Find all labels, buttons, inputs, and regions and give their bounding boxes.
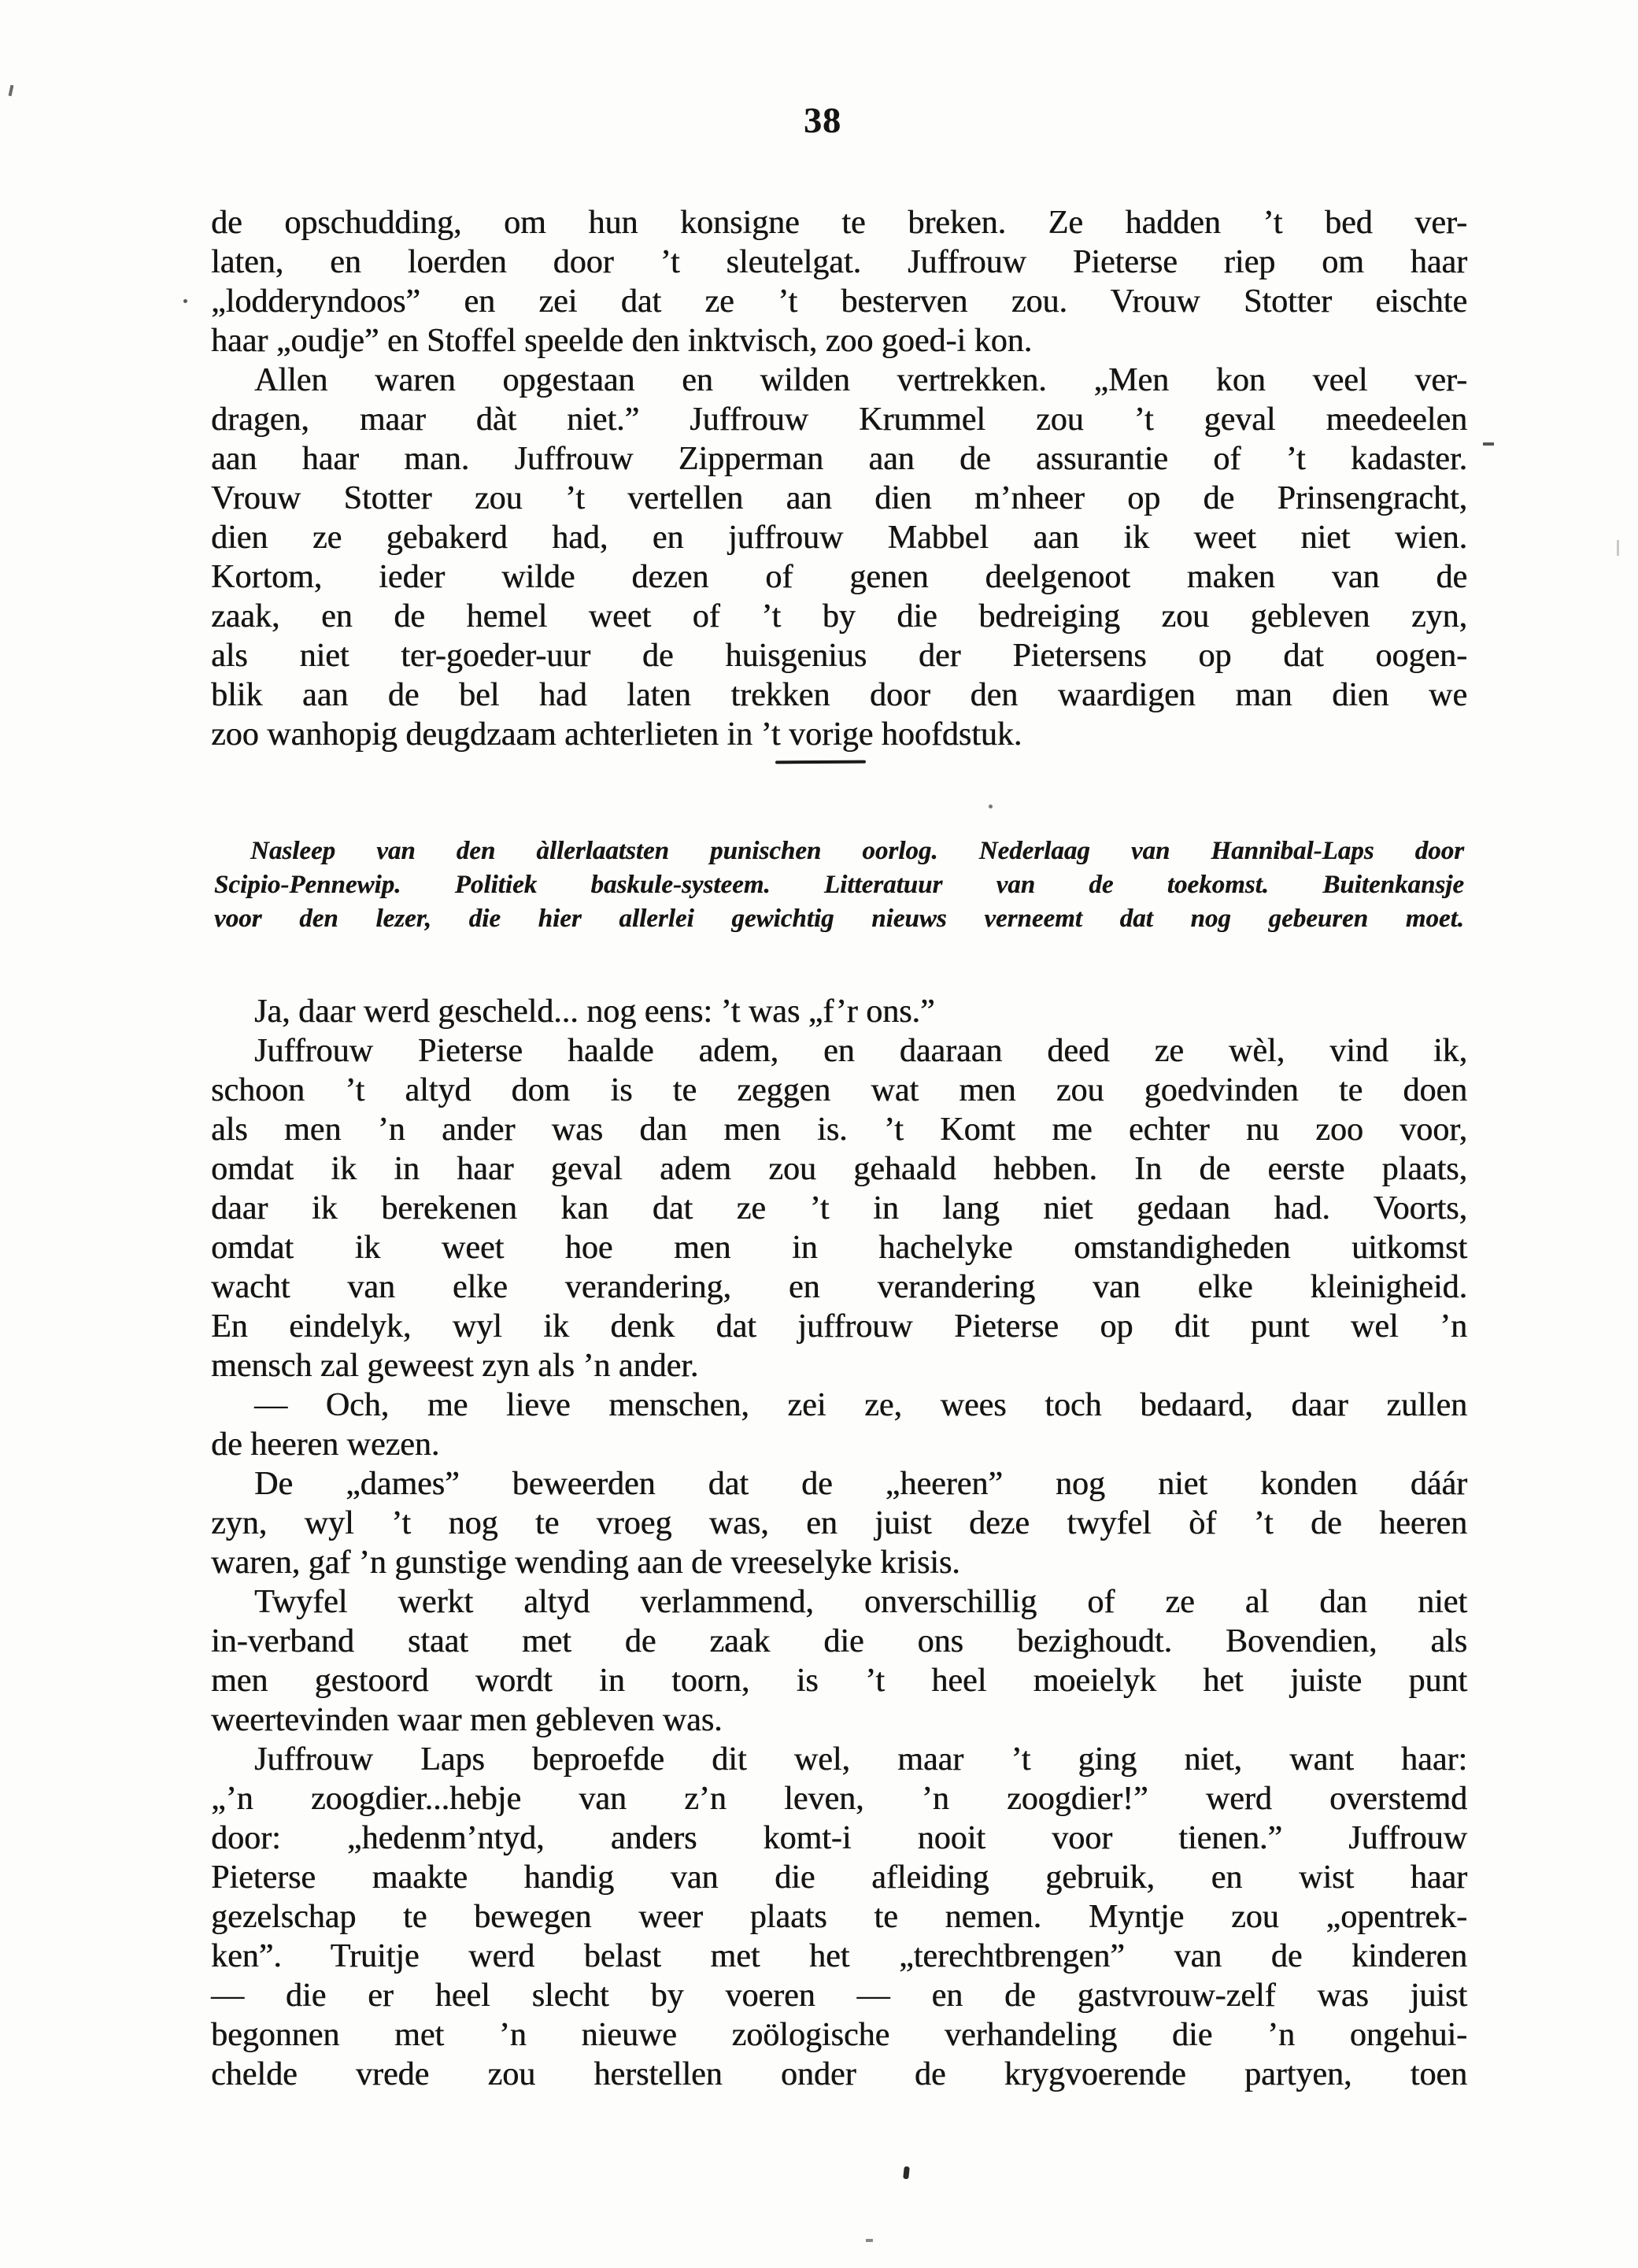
ink-speck xyxy=(903,2166,910,2180)
chapter-summary xyxy=(214,834,1464,936)
text-line: En eindelyk, wyl ik denk dat juffrouw Pieterse op dit punt wel ’n xyxy=(211,1308,1467,1345)
text-line: Allen waren opgestaan en wilden vertrekken. „Men kon veel ver- xyxy=(254,362,1467,398)
text-line: omdat ik in haar geval adem zou gehaald hebben. In de eerste plaats, xyxy=(211,1151,1467,1187)
text-line: blik aan de bel had laten trekken door den waardigen man dien we xyxy=(211,677,1467,713)
text-line: dragen, maar dàt niet.” Juffrouw Krummel zou ’t geval meedeelen xyxy=(211,401,1467,438)
text-line: „lodderyndoos” en zei dat ze ’t besterven zou. Vrouw Stotter eischte xyxy=(211,283,1467,320)
summary-line: Scipio-Pennewip. Politiek baskule-systeem. Litteratuur van de toekomst. Buitenkansje xyxy=(214,871,1464,899)
ink-speck xyxy=(1617,540,1619,556)
text-line: Pieterse maakte handig van die afleiding gebruik, en wist haar xyxy=(211,1859,1467,1896)
text-line: aan haar man. Juffrouw Zipperman aan de assurantie of ’t kadaster. xyxy=(211,441,1467,477)
text-line: in-verband staat met de zaak die ons bezighoudt. Bovendien, als xyxy=(211,1623,1467,1659)
ink-speck xyxy=(866,2239,873,2242)
page-number: 38 xyxy=(804,100,841,140)
text-line: waren, gaf ’n gunstige wending aan de vreeselyke krisis. xyxy=(211,1545,960,1581)
text-line: Juffrouw Pieterse haalde adem, en daaraan deed ze wèl, vind ik, xyxy=(254,1033,1467,1069)
main-text xyxy=(211,992,1467,2094)
text-line: weertevinden waar men gebleven was. xyxy=(211,1702,723,1738)
text-line: haar „oudje” en Stoffel speelde den inktvisch, zoo goed-i kon. xyxy=(211,323,1033,359)
text-line: — die er heel slecht by voeren — en de gastvrouw-zelf was juist xyxy=(211,1978,1467,2014)
text-line: schoon ’t altyd dom is te zeggen wat men zou goedvinden te doen xyxy=(211,1072,1467,1108)
text-line: de heeren wezen. xyxy=(211,1426,440,1463)
text-line: dien ze gebakerd had, en juffrouw Mabbel aan ik weet niet wien. xyxy=(211,520,1467,556)
ink-speck xyxy=(9,85,14,97)
text-line: Kortom, ieder wilde dezen of genen deelgenoot maken van de xyxy=(211,559,1467,595)
text-line: zoo wanhopig deugdzaam achterlieten in ’t vorige hoofdstuk. xyxy=(211,716,1022,753)
summary-line: voor den lezer, die hier allerlei gewichtig nieuws verneemt dat nog gebeuren moet. xyxy=(214,905,1464,933)
text-line: ken”. Truitje werd belast met het „terechtbrengen” van de kinderen xyxy=(211,1938,1467,1974)
text-line: daar ik berekenen kan dat ze ’t in lang niet gedaan had. Voorts, xyxy=(211,1190,1467,1226)
ink-speck xyxy=(1483,442,1494,446)
text-line: zyn, wyl ’t nog te vroeg was, en juist deze twyfel òf ’t de heeren xyxy=(211,1505,1467,1541)
text-line: chelde vrede zou herstellen onder de krygvoerende partyen, toen xyxy=(211,2056,1467,2092)
text-line: omdat ik weet hoe men in hachelyke omstandigheden uitkomst xyxy=(211,1230,1467,1266)
text-line: door: „hedenm’ntyd, anders komt-i nooit voor tienen.” Juffrouw xyxy=(211,1820,1467,1856)
text-line: laten, en loerden door ’t sleutelgat. Juffrouw Pieterse riep om haar xyxy=(211,244,1467,280)
ink-speck xyxy=(183,299,187,303)
text-line: Ja, daar werd gescheld... nog eens: ’t was „f’r ons.” xyxy=(254,993,935,1030)
text-line: „’n zoogdier...hebje van z’n leven, ’n zoogdier!” werd overstemd xyxy=(211,1781,1467,1817)
summary-line: Nasleep van den àllerlaatsten punischen oorlog. Nederlaag van Hannibal-Laps door xyxy=(250,837,1464,865)
text-line: begonnen met ’n nieuwe zoölogische verhandeling die ’n ongehui- xyxy=(211,2017,1467,2053)
text-line: men gestoord wordt in toorn, is ’t heel moeielyk het juiste punt xyxy=(211,1663,1467,1699)
text-line: Vrouw Stotter zou ’t vertellen aan dien m’nheer op de Prinsengracht, xyxy=(211,480,1467,516)
text-line: wacht van elke verandering, en verandering van elke kleinigheid. xyxy=(211,1269,1467,1305)
text-line: Juffrouw Laps beproefde dit wel, maar ’t ging niet, want haar: xyxy=(254,1741,1467,1778)
section-divider-rule xyxy=(775,760,866,764)
text-line: de opschudding, om hun konsigne te breken. Ze hadden ’t bed ver- xyxy=(211,205,1467,241)
text-line: als niet ter-goeder-uur de huisgenius der Pietersens op dat oogen- xyxy=(211,638,1467,674)
opening-paragraphs xyxy=(211,203,1467,754)
text-line: — Och, me lieve menschen, zei ze, wees toch bedaard, daar zullen xyxy=(254,1387,1467,1423)
text-line: mensch zal geweest zyn als ’n ander. xyxy=(211,1348,699,1384)
text-line: De „dames” beweerden dat de „heeren” nog niet konden dáár xyxy=(254,1466,1467,1502)
text-line: gezelschap te bewegen weer plaats te nemen. Myntje zou „opentrek- xyxy=(211,1899,1467,1935)
text-line: Twyfel werkt altyd verlammend, onverschillig of ze al dan niet xyxy=(254,1584,1467,1620)
text-line: zaak, en de hemel weet of ’t by die bedreiging zou gebleven zyn, xyxy=(211,598,1467,635)
text-line: als men ’n ander was dan men is. ’t Komt me echter nu zoo voor, xyxy=(211,1112,1467,1148)
ink-speck xyxy=(989,805,993,808)
